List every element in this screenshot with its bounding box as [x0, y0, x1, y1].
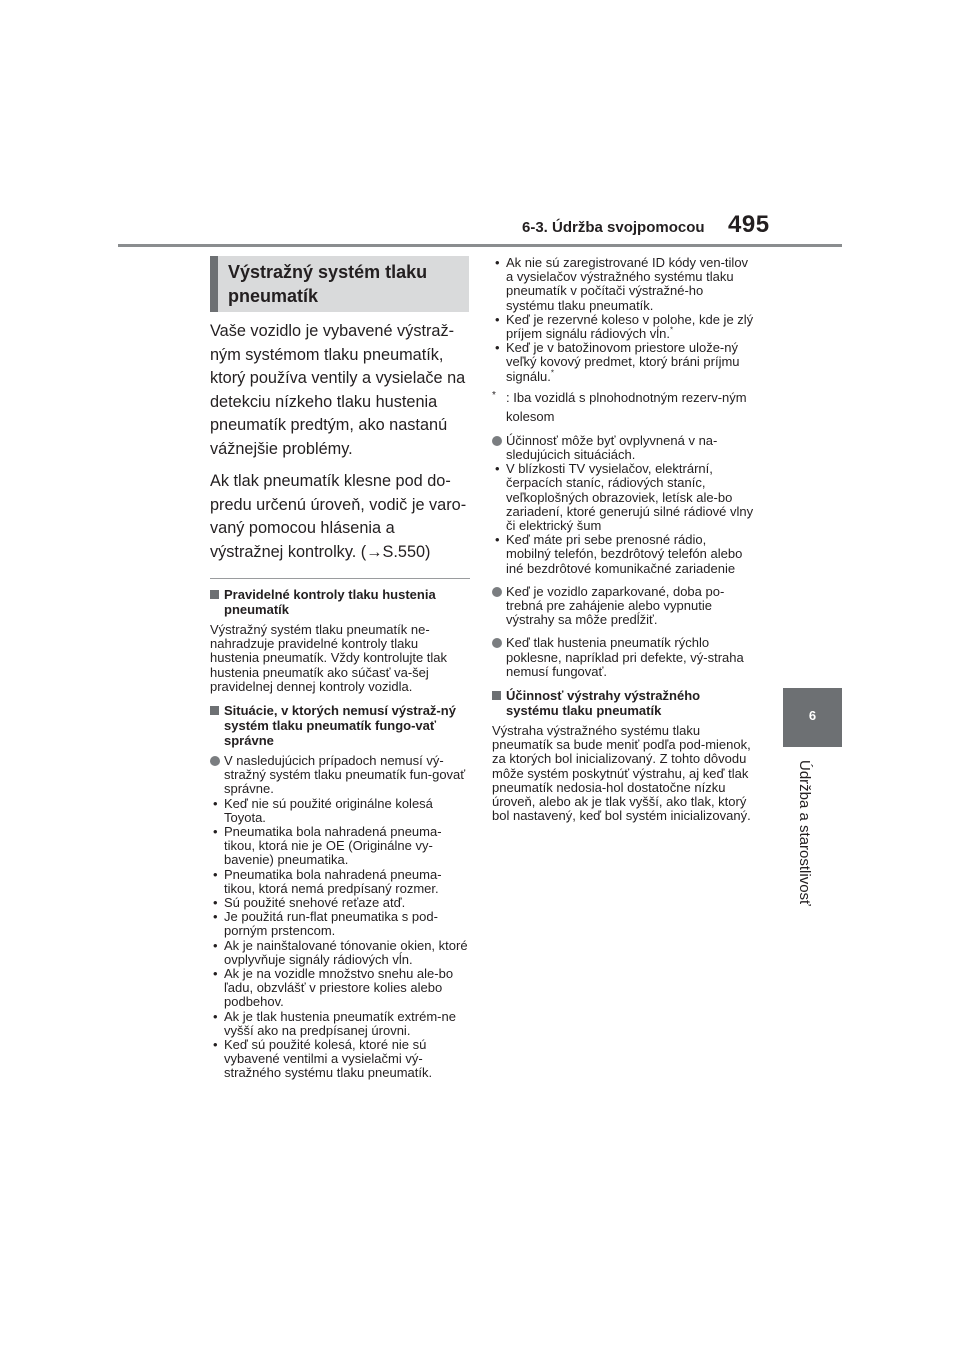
circle-item: [492, 636, 754, 679]
list-item: • Ak je tlak hustenia pneumatík extrém-ne vyšší ako na predpísanej úrovni.: [210, 1010, 470, 1038]
subheading-text: Situácie, v ktorých nemusí výstraž-ný systém tlaku pneumatík fungo-vať správne: [224, 703, 456, 749]
square-bullet-icon: [210, 590, 219, 599]
left-column: [210, 256, 470, 1081]
subheading-text: Účinnosť výstrahy výstražného systému tlaku pneumatík: [506, 688, 701, 719]
circle-item-text: V nasledujúcich prípadoch nemusí vý-stražný systém tlaku pneumatík fun-govať správne.: [224, 753, 466, 797]
intro-text: [210, 320, 470, 564]
list-item-text: Keď je v batožinovom priestore ulože-ný veľký kovový predmet, ktorý bráni príjmu signálu.: [506, 340, 740, 384]
circle-item: [492, 434, 754, 462]
subheading-malfunction-situations: [210, 703, 470, 748]
chapter-label-wrap: [795, 760, 815, 940]
subheading-warning-effectiveness: [492, 688, 754, 718]
section-header: 6-3. Údržba svojpomocou: [522, 219, 705, 236]
circle-item-text: Keď je vozidlo zaparkované, doba po-trebná pre zahájenie alebo vypnutie výstrahy sa môže predĺžiť.: [506, 583, 725, 628]
chapter-number: 6: [808, 708, 817, 723]
warning-effectiveness-text: Výstraha výstražného systému tlaku pneumatík sa bude meniť podľa pod-mienok, za ktorých bol inicializovaný. Z tohto dôvodu môže systém poskytnúť výstrahu, aj keď tlak pneumatík nedosia-hol dostatočne nízku úroveň, alebo ak je tlak vyšší, ako tlak, ktorý bol nastavený, keď bol systém inicializovaný.: [492, 723, 751, 824]
section-title-line2: pneumatík: [228, 286, 319, 306]
interference-list: [492, 462, 754, 576]
regular-checks-text: Výstražný systém tlaku pneumatík ne-nahradzuje pravidelné kontroly tlaku hustenia pneumatík. Vždy kontrolujte tlak hustenia pneumatík ako súčasť va-šej pravidelnej dennej kontroly vozidla.: [210, 622, 448, 694]
situation-list-continued: [492, 256, 754, 384]
list-item: • Je použitá run-flat pneumatika s pod-porným prstencom.: [210, 910, 470, 938]
intro-paragraph-2: Ak tlak pneumatík klesne pod do-predu určenú úroveň, vodič je varo-vaný pomocou hlásenia a výstražnej kontrolky. (→S.550): [210, 472, 467, 561]
square-bullet-icon: [210, 706, 219, 715]
section-title-line1: Výstražný systém tlaku: [228, 262, 428, 282]
list-item: [492, 341, 754, 384]
circle-item: [492, 585, 754, 628]
list-item: • Pneumatika bola nahradená pneuma-tikou, ktorá nie je OE (Originálne vy-bavenie) pneumatika.: [210, 825, 470, 868]
list-item: • Pneumatika bola nahradená pneuma-tikou, ktorá nemá predpísaný rozmer.: [210, 868, 470, 896]
right-column: [492, 256, 754, 824]
list-item: • Keď sú použité kolesá, ktoré nie sú vybavené ventilmi a vysielačmi vý-stražného systému tlaku pneumatík.: [210, 1038, 470, 1081]
section-title-box: [210, 256, 469, 312]
circle-item-text: Keď tlak hustenia pneumatík rýchlo poklesne, napríklad pri defekte, vý-straha nemusí fungovať.: [506, 635, 744, 679]
circle-bullet-icon: [492, 638, 502, 648]
chapter-label: Údržba a starostlivosť: [796, 760, 813, 906]
chapter-tab: [783, 688, 842, 747]
intro-paragraph-1: Vaše vozidlo je vybavené výstraž-ným systémom tlaku pneumatík, ktorý používa ventily a vysielače na detekciu nízkeho tlaku hustenia pneumatík predtým, ako nastanú vážnejšie problémy.: [210, 322, 466, 458]
list-item: • Keď máte pri sebe prenosné rádio, mobilný telefón, bezdrôtový telefón alebo iné bezdrôtové komunikačné zariadenie: [492, 533, 754, 576]
footnote: [492, 388, 754, 426]
circle-item-text: Účinnosť môže byť ovplyvnená v na-sledujúcich situáciách.: [506, 432, 718, 463]
footnote-text: : Iba vozidlá s plnohodnotným rezerv-ným kolesom: [506, 389, 747, 424]
circle-bullet-icon: [210, 756, 220, 766]
list-item: • Keď nie sú použité originálne kolesá Toyota.: [210, 797, 470, 825]
situation-list: [210, 797, 470, 1081]
footnote-marker: *: [670, 325, 674, 335]
list-item: • Ak nie sú zaregistrované ID kódy ven-tilov a vysielačov výstražného systému tlaku pneumatík v počítači výstražné-ho systému tlaku pneumatík.: [492, 256, 754, 313]
subheading-regular-checks: [210, 587, 470, 617]
list-item: • Ak je nainštalované tónovanie okien, ktoré ovplyvňuje signály rádiových vĺn.: [210, 939, 470, 967]
footnote-marker: *: [550, 368, 554, 378]
circle-bullet-icon: [492, 587, 502, 597]
list-item: • V blízkosti TV vysielačov, elektrární, čerpacích staníc, rádiových staníc, veľkoplošných obrazoviek, letísk ale-bo zariadení, ktoré generujú silné rádiové vlny či elektrický šum: [492, 462, 754, 533]
square-bullet-icon: [492, 691, 501, 700]
footnote-star: *: [492, 389, 496, 401]
circle-item: [210, 754, 470, 797]
header-divider: [118, 244, 842, 247]
circle-bullet-icon: [492, 436, 502, 446]
section-divider: [210, 578, 470, 579]
list-item-text: Keď je rezervné koleso v polohe, kde je zlý príjem signálu rádiových vĺn.: [506, 311, 754, 342]
subheading-text: Pravidelné kontroly tlaku hustenia pneumatík: [224, 587, 436, 617]
list-item: [492, 313, 754, 341]
list-item: • Sú použité snehové reťaze atď.: [210, 896, 470, 910]
list-item: • Ak je na vozidle množstvo snehu ale-bo ľadu, obzvlášť v priestore kolies alebo podbehov.: [210, 967, 470, 1010]
page-number: 495: [728, 211, 770, 238]
